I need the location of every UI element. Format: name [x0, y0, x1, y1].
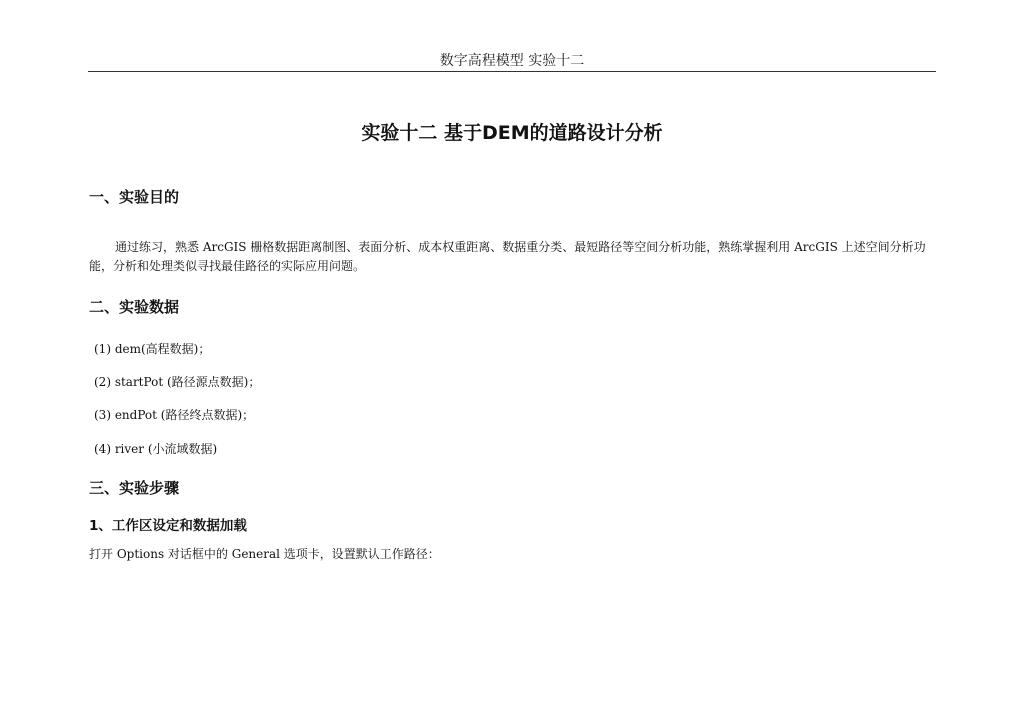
section-heading-data: 二、实验数据	[89, 298, 180, 316]
page-header: 数字高程模型 实验十二	[439, 53, 585, 69]
data-item-startpot: (2) startPot (路径源点数据)；	[94, 375, 261, 389]
section-heading-steps: 三、实验步骤	[89, 479, 180, 497]
data-item-endpot: (3) endPot (路径终点数据)；	[94, 408, 255, 422]
subheading-workspace: 1、工作区设定和数据加载	[89, 518, 247, 534]
section-heading-purpose: 一、实验目的	[89, 188, 180, 206]
purpose-paragraph: 通过练习，熟悉 ArcGIS 栅格数据距离制图、表面分析、成本权重距离、数据重分类、最短路径等空间分析功能，熟练掌握利用 ArcGIS 上述空间分析功能，分析和处理类似寻找最佳路径的实际应用问题。	[89, 240, 926, 273]
step-instruction: 打开 Options 对话框中的 General 选项卡，设置默认工作路径：	[89, 547, 440, 561]
document-title: 实验十二 基于DEM的道路设计分析	[361, 122, 663, 144]
data-item-river: (4) river (小流域数据)	[94, 442, 218, 456]
header-divider	[88, 71, 936, 72]
data-item-dem: (1) dem(高程数据)；	[94, 342, 211, 356]
